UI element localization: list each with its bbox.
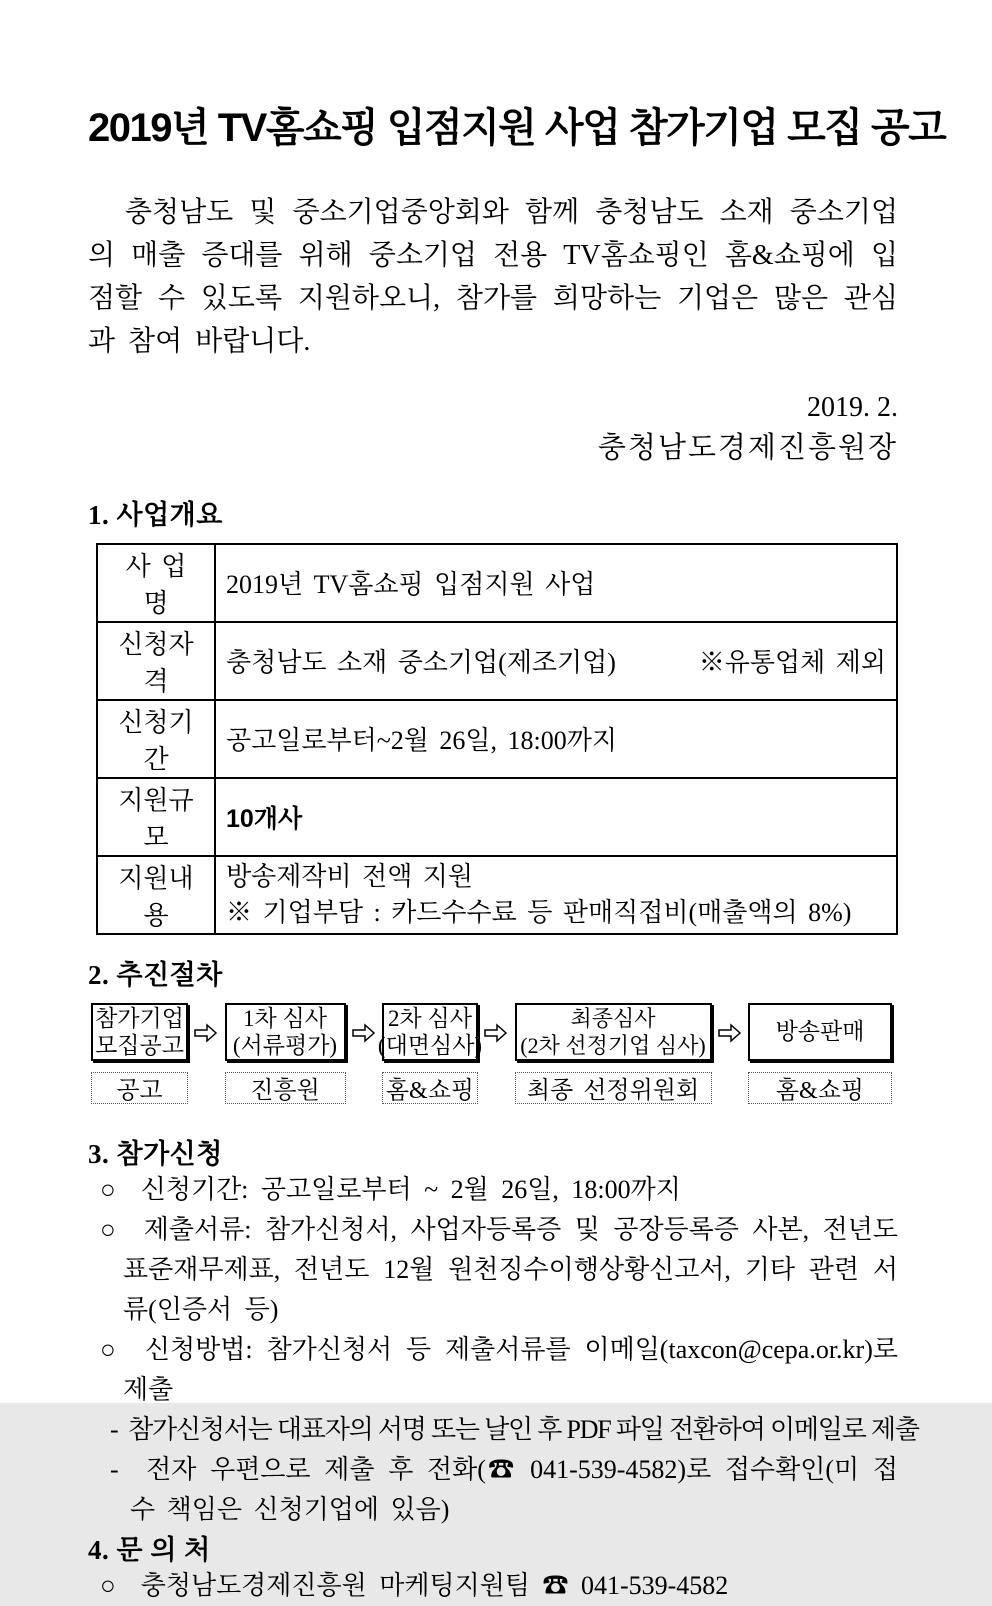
step-box-line2: (서류평가) [232, 1032, 338, 1058]
step-box-line1: 최종심사 [570, 1005, 656, 1031]
table-row-period [97, 700, 897, 778]
support-line2: ※ 기업부담 : 카드수수료 등 판매직접비(매출액의 8%) [226, 897, 852, 927]
circle-bullet: ○ [100, 1570, 116, 1600]
application-item-period [88, 1170, 898, 1210]
row-eligibility-value [215, 622, 897, 700]
item-text: 제출서류: 참가신청서, 사업자등록증 및 공장등록증 사본, 전년도 표준재무제표, 전년도 12월 원천징수이행상황신고서, 기타 관련 서류(인증서 등) [123, 1214, 898, 1324]
flow-step-first-review [225, 1003, 346, 1104]
item-text: 충청남도경제진흥원 마케팅지원팀 ☎ 041-539-4582 [140, 1570, 729, 1600]
step-box-line2: (대면심사) [377, 1032, 483, 1058]
right-arrow-icon [484, 1022, 508, 1044]
table-row-name [97, 544, 897, 622]
item-text: 전자 우편으로 제출 후 전화(☎ 041-539-4582)로 접수확인(미 접수 책임은 신청기업에 있음) [130, 1454, 898, 1524]
support-line1: 방송제작비 전액 지원 [226, 861, 474, 891]
flow-step-owner: 홈&쇼핑 [748, 1072, 892, 1104]
table-row-support [97, 856, 897, 934]
document-title: 2019년 TV홈쇼핑 입점지원 사업 참가기업 모집 공고 [88, 106, 946, 150]
right-arrow-icon [352, 1022, 376, 1044]
flow-step-owner: 홈&쇼핑 [382, 1072, 478, 1104]
step-box-line2: (2차 선정기업 심사) [520, 1032, 706, 1058]
section-heading-contact: 4. 문 의 처 [88, 1534, 211, 1565]
item-text: 참가신청서는 대표자의 서명 또는 날인 후 PDF 파일 전환하여 이메일로 제출 [128, 1414, 919, 1444]
application-subitem-confirm [88, 1450, 898, 1530]
application-item-method [88, 1330, 898, 1410]
step-box-line1: 2차 심사 [388, 1005, 472, 1031]
intro-paragraph: 충청남도 및 중소기업중앙회와 함께 충청남도 소재 중소기업의 매출 증대를 위해 중소기업 전용 TV홈쇼핑인 홈&쇼핑에 입점할 수 있도록 지원하오니, 참가를 희망하는 기업은 많은 관심과 참여 바랍니다. [88, 196, 898, 357]
contact-item [88, 1566, 898, 1606]
section-heading-procedure: 2. 추진절차 [88, 959, 223, 990]
step-box-line1: 1차 심사 [243, 1005, 327, 1031]
right-arrow-icon [718, 1022, 742, 1044]
section-heading-application: 3. 참가신청 [88, 1138, 223, 1169]
flow-step-owner: 공고 [91, 1072, 188, 1104]
flow-step-second-review [377, 1003, 483, 1105]
dash-bullet: - [110, 1454, 119, 1484]
step-box-line1: 참가기업 [95, 1005, 184, 1031]
flow-step-owner: 최종 선정위원회 [515, 1072, 712, 1104]
table-row-scale [97, 778, 897, 856]
signature: 충청남도경제진흥원장 [597, 431, 898, 464]
item-text: 신청기간: 공고일로부터 ~ 2월 26일, 18:00까지 [140, 1174, 681, 1204]
row-name-value: 2019년 TV홈쇼핑 입점지원 사업 [215, 544, 897, 622]
flow-step-final-review [515, 1003, 712, 1104]
eligibility-note: ※유통업체 제외 [698, 648, 886, 678]
flow-step-box [225, 1003, 346, 1061]
application-subitem-pdf [88, 1410, 919, 1450]
item-text: 신청방법: 참가신청서 등 제출서류를 이메일(taxcon@cepa.or.kr)로 제출 [123, 1334, 898, 1404]
row-scale-label: 지원규모 [97, 778, 215, 856]
flow-step-box [515, 1003, 712, 1061]
row-period-label: 신청기간 [97, 700, 215, 778]
procedure-flow [91, 1003, 892, 1104]
flow-step-box [377, 1003, 483, 1061]
circle-bullet: ○ [100, 1214, 117, 1244]
circle-bullet: ○ [100, 1334, 118, 1364]
row-eligibility-label: 신청자격 [97, 622, 215, 700]
row-support-label: 지원내용 [97, 856, 215, 934]
row-support-value [215, 856, 897, 934]
application-item-documents [88, 1210, 898, 1330]
circle-bullet: ○ [100, 1174, 116, 1204]
flow-step-box [91, 1003, 188, 1061]
row-scale-value: 10개사 [215, 778, 897, 856]
flow-step-announcement [91, 1003, 188, 1104]
eligibility-text: 충청남도 소재 중소기업(제조기업) [226, 648, 616, 678]
flow-step-box [748, 1003, 892, 1061]
overview-table [96, 543, 898, 935]
flow-step-owner: 진흥원 [225, 1072, 346, 1104]
row-name-label: 사 업 명 [97, 544, 215, 622]
dash-bullet: - [110, 1414, 118, 1444]
flow-step-broadcast [748, 1003, 892, 1104]
step-box-line1: 방송판매 [775, 1019, 865, 1045]
row-period-value: 공고일로부터~2월 26일, 18:00까지 [215, 700, 897, 778]
announcement-date: 2019. 2. [807, 391, 898, 423]
table-row-eligibility [97, 622, 897, 700]
section-heading-overview: 1. 사업개요 [88, 499, 223, 530]
right-arrow-icon [194, 1022, 218, 1044]
step-box-line2: 모집공고 [95, 1032, 184, 1058]
